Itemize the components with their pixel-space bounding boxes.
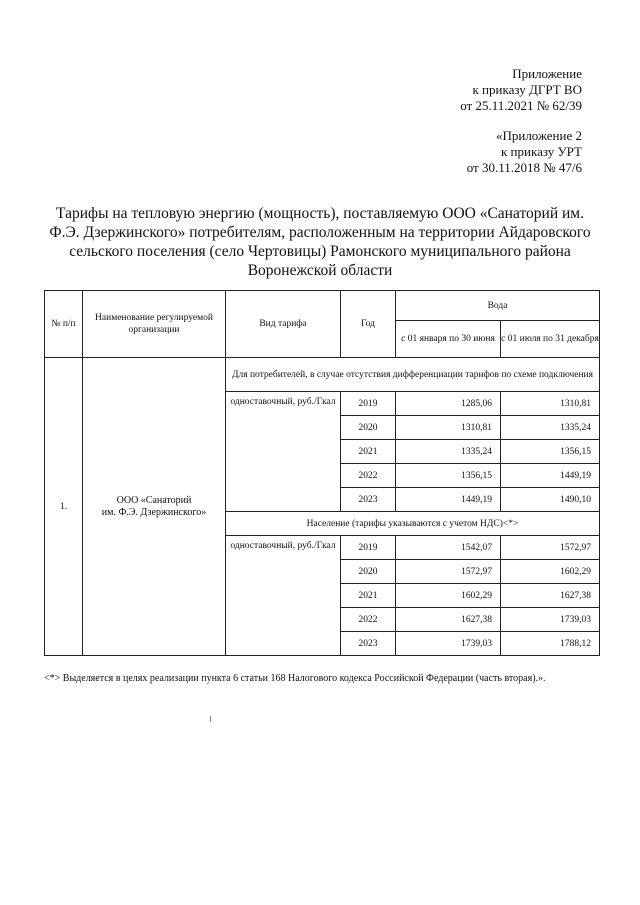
organization-name-line: ООО «Санаторий bbox=[116, 494, 192, 506]
title-line: Ф.Э. Дзержинского» потребителям, расположенным на территории Айдаровского bbox=[49, 224, 591, 241]
year-cell: 2021 bbox=[341, 584, 396, 608]
tariff-value-h1: 1572,97 bbox=[396, 560, 501, 584]
year-cell: 2022 bbox=[341, 608, 396, 632]
title-line: Тарифы на тепловую энергию (мощность), поставляемую ООО «Санаторий им. bbox=[56, 205, 584, 222]
tariff-value-h1: 1542,07 bbox=[396, 536, 501, 560]
tariff-value-h2: 1335,24 bbox=[501, 416, 600, 440]
tariff-value-h1: 1310,81 bbox=[396, 416, 501, 440]
tariff-value-h1: 1356,15 bbox=[396, 464, 501, 488]
year-cell: 2022 bbox=[341, 464, 396, 488]
tariff-type: одноставочный, руб./Гкал bbox=[226, 392, 341, 512]
header-water: Вода bbox=[396, 291, 600, 321]
tariff-value-h1: 1602,29 bbox=[396, 584, 501, 608]
appendix-date-line: от 25.11.2021 № 62/39 bbox=[460, 98, 582, 113]
year-cell: 2020 bbox=[341, 560, 396, 584]
tariff-value-h2: 1627,38 bbox=[501, 584, 600, 608]
tariff-value-h1: 1285,06 bbox=[396, 392, 501, 416]
appendix-original-reference bbox=[467, 128, 582, 176]
tariff-type: одноставочный, руб./Гкал bbox=[226, 536, 341, 656]
header-num: № п/п bbox=[45, 291, 83, 358]
appendix-line: «Приложение 2 bbox=[495, 128, 582, 143]
tariff-value-h1: 1335,24 bbox=[396, 440, 501, 464]
tariff-value-h2: 1572,97 bbox=[501, 536, 600, 560]
title-line: сельского поселения (село Чертовицы) Рамонского муниципального района bbox=[69, 243, 571, 260]
tariff-value-h2: 1739,03 bbox=[501, 608, 600, 632]
tariff-value-h2: 1788,12 bbox=[501, 632, 600, 656]
year-cell: 2023 bbox=[341, 488, 396, 512]
title-line: Воронежской области bbox=[247, 262, 393, 279]
tariff-value-h2: 1356,15 bbox=[501, 440, 600, 464]
document-title bbox=[40, 204, 600, 280]
year-cell: 2020 bbox=[341, 416, 396, 440]
category-label: Для потребителей, в случае отсутствия дифференциации тарифов по схеме подключения bbox=[226, 358, 600, 392]
appendix-date-line: от 30.11.2018 № 47/6 bbox=[466, 160, 582, 175]
year-cell: 2021 bbox=[341, 440, 396, 464]
footnote: <*> Выделяется в целях реализации пункта 6 статьи 168 Налогового кодекса Российской Федерации (часть вторая).». bbox=[44, 673, 546, 684]
appendix-line: Приложение bbox=[512, 66, 582, 81]
tariff-value-h2: 1602,29 bbox=[501, 560, 600, 584]
tariff-value-h2: 1310,81 bbox=[501, 392, 600, 416]
header-org: Наименование регулируемой организации bbox=[83, 291, 226, 358]
appendix-current-reference bbox=[460, 66, 582, 114]
scan-mark bbox=[210, 716, 211, 722]
tariff-value-h1: 1449,19 bbox=[396, 488, 501, 512]
header-period-second-half: с 01 июля по 31 декабря bbox=[501, 321, 600, 358]
tariff-value-h2: 1490,10 bbox=[501, 488, 600, 512]
tariff-value-h1: 1627,38 bbox=[396, 608, 501, 632]
organization-name bbox=[83, 358, 226, 656]
year-cell: 2019 bbox=[341, 536, 396, 560]
tariff-value-h1: 1739,03 bbox=[396, 632, 501, 656]
appendix-order-line: к приказу ДГРТ ВО bbox=[472, 82, 582, 97]
year-cell: 2019 bbox=[341, 392, 396, 416]
tariff-table bbox=[44, 290, 600, 656]
header-tariff-type: Вид тарифа bbox=[226, 291, 341, 358]
header-year: Год bbox=[341, 291, 396, 358]
category-label: Население (тарифы указываются с учетом НДС)<*> bbox=[226, 512, 600, 536]
tariff-value-h2: 1449,19 bbox=[501, 464, 600, 488]
row-number: 1. bbox=[45, 358, 83, 656]
organization-name-line: им. Ф.Э. Дзержинского» bbox=[101, 506, 207, 518]
year-cell: 2023 bbox=[341, 632, 396, 656]
header-period-first-half: с 01 января по 30 июня bbox=[396, 321, 501, 358]
appendix-order-line: к приказу УРТ bbox=[500, 144, 582, 159]
